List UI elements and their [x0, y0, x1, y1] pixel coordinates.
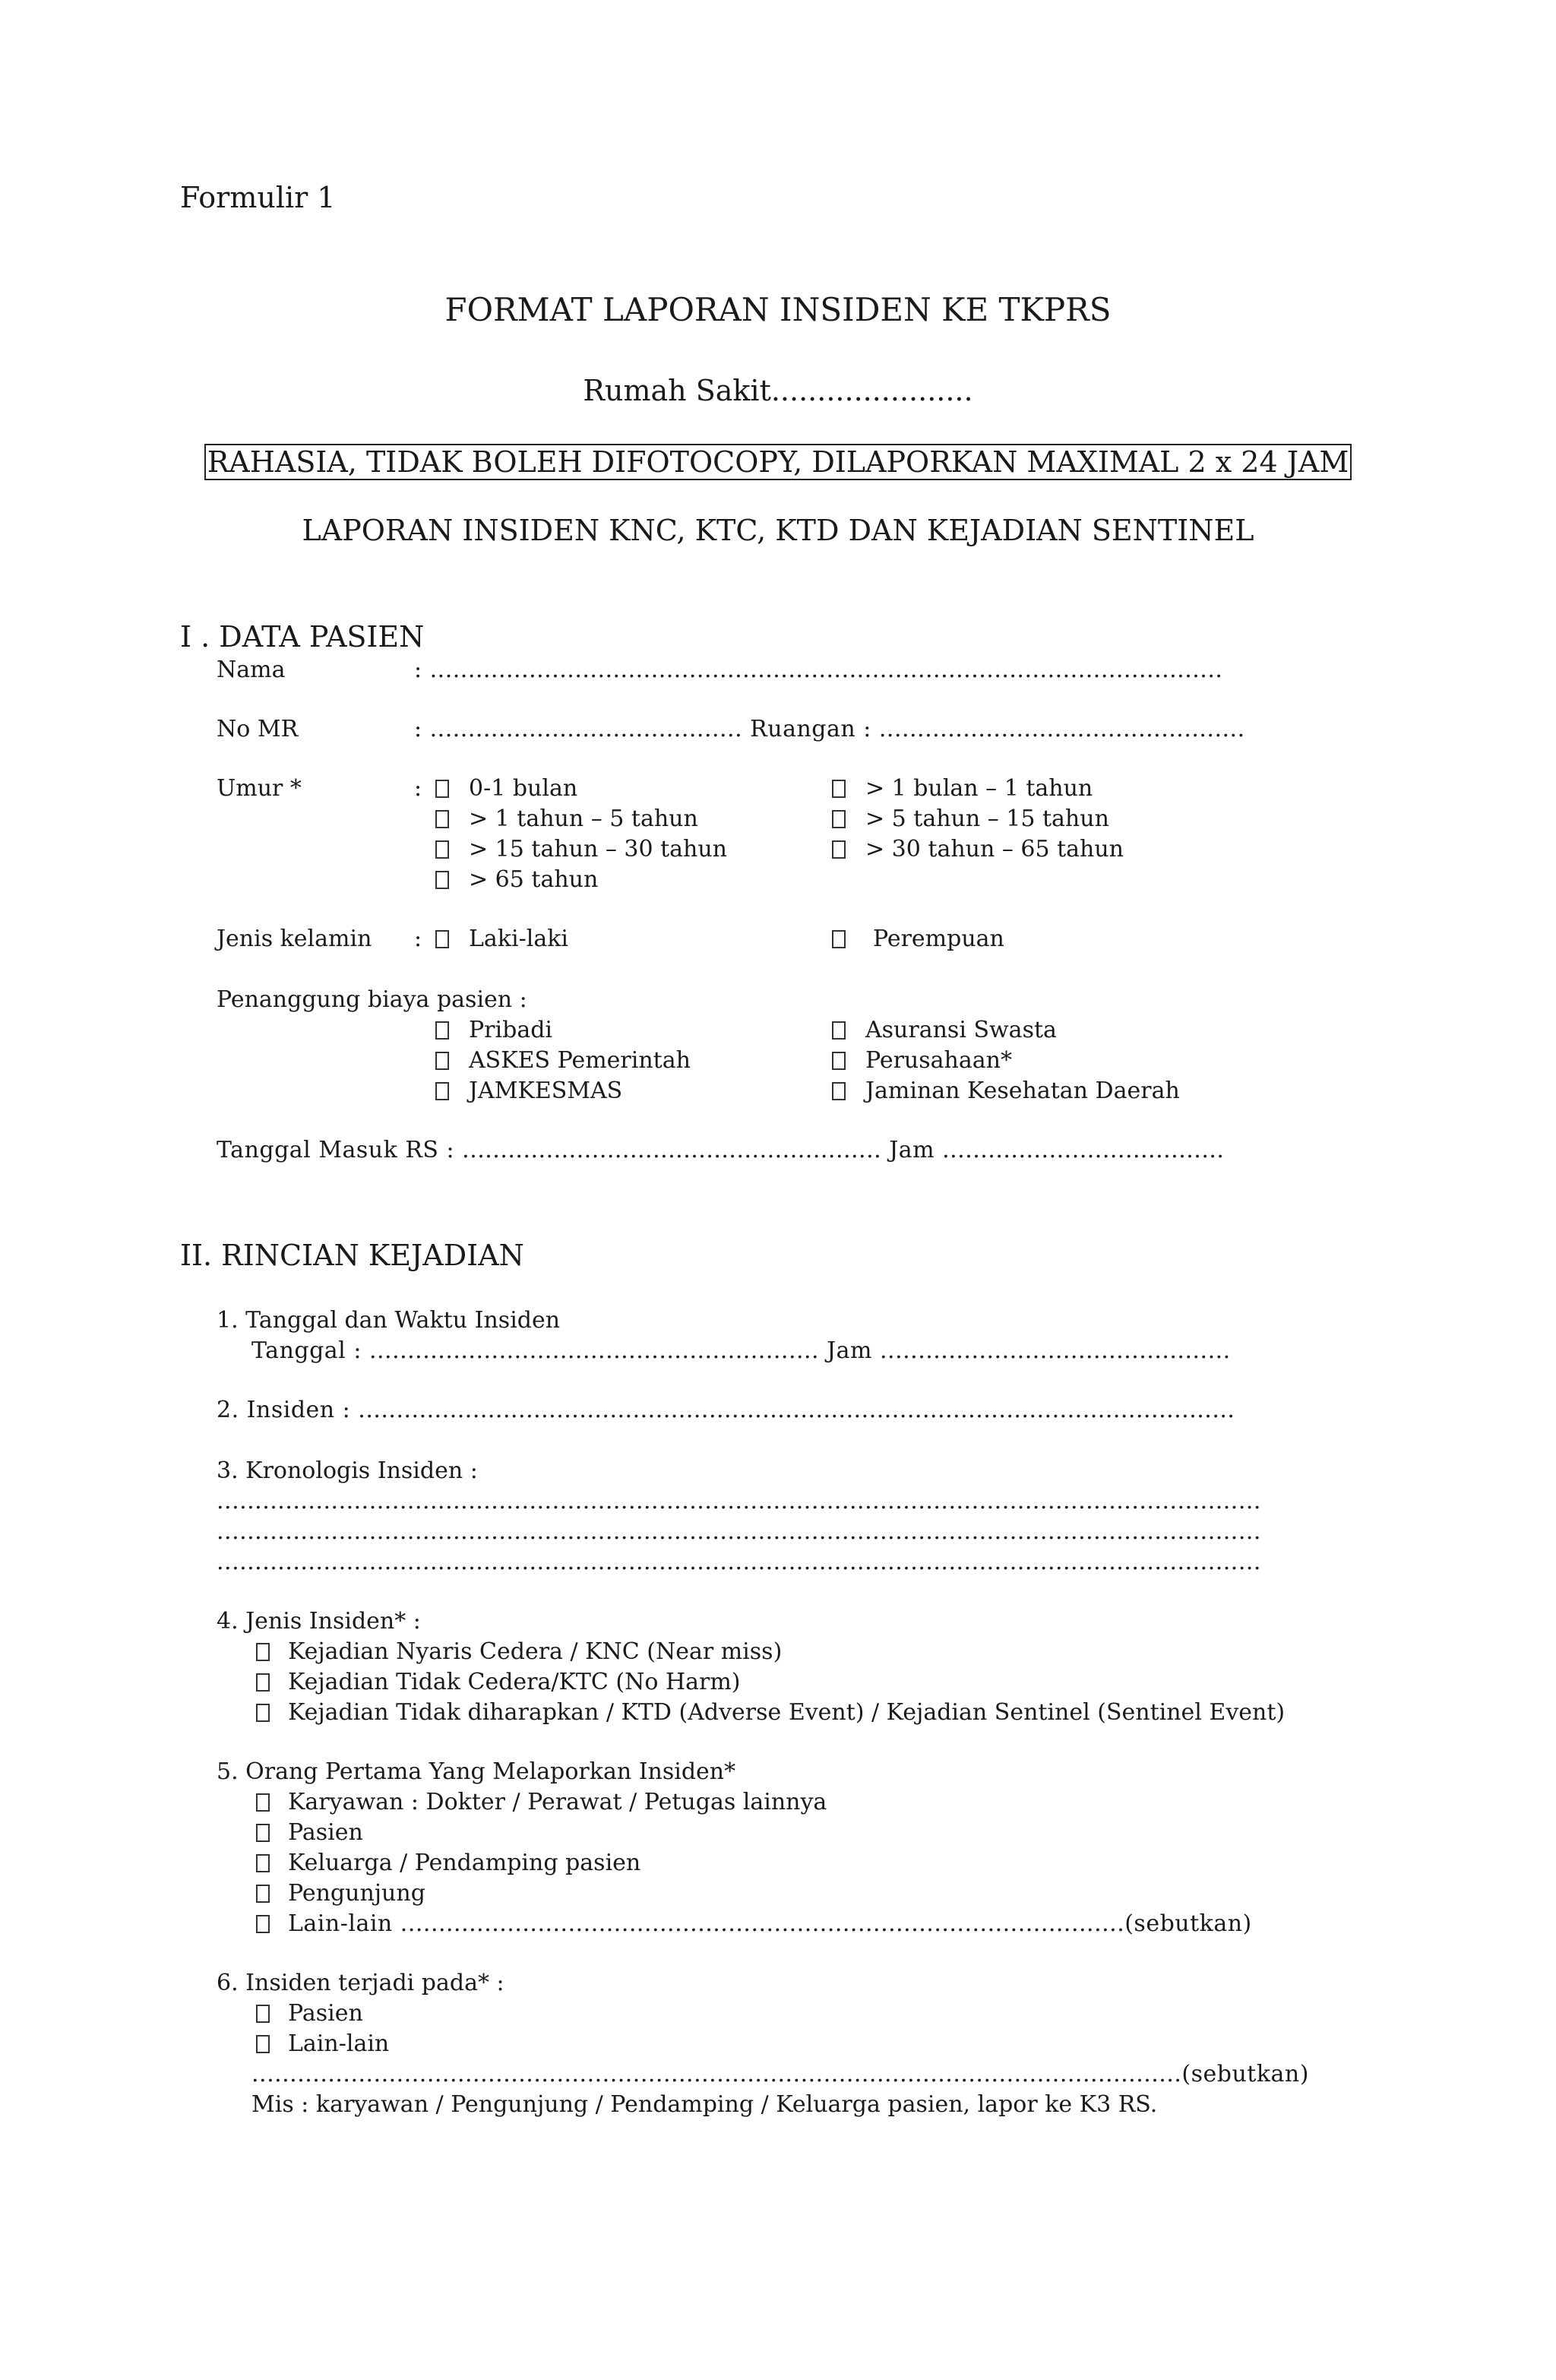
biaya-option: Jaminan Kesehatan Daerah	[865, 1078, 1180, 1104]
q6-checkbox[interactable]	[256, 2005, 270, 2023]
q6-option: Lain-lain	[288, 2030, 390, 2057]
q1-label: 1. Tanggal dan Waktu Insiden	[217, 1307, 561, 1334]
q1-tanggal-jam-field[interactable]: Tanggal : ........................................................... Jam ..............................................	[251, 1337, 1231, 1364]
biaya-checkbox[interactable]	[435, 1082, 449, 1100]
q5-option: Pasien	[288, 1819, 363, 1846]
report-subtitle: LAPORAN INSIDEN KNC, KTC, KTD DAN KEJADIAN SENTINEL	[302, 514, 1254, 547]
q5-checkbox[interactable]	[256, 1854, 270, 1872]
q3-label: 3. Kronologis Insiden :	[217, 1457, 478, 1484]
q6-note: Mis : karyawan / Pengunjung / Pendamping / Keluarga pasien, lapor ke K3 RS.	[251, 2091, 1158, 2118]
q4-option: Kejadian Nyaris Cedera / KNC (Near miss)	[288, 1638, 783, 1665]
q6-option: Pasien	[288, 2000, 363, 2027]
umur-checkbox[interactable]	[832, 810, 846, 828]
jenis-kelamin-option: Perempuan	[873, 926, 1004, 952]
umur-option: > 30 tahun – 65 tahun	[865, 836, 1124, 862]
jk-colon: :	[414, 926, 422, 952]
biaya-checkbox[interactable]	[832, 1052, 846, 1070]
jenis-kelamin-label: Jenis kelamin	[217, 926, 372, 952]
biaya-checkbox[interactable]	[832, 1021, 846, 1040]
nomr-ruangan-field[interactable]: : ......................................... Ruangan : ................................................	[414, 716, 1245, 742]
umur-option: > 5 tahun – 15 tahun	[865, 805, 1109, 832]
q6-checkbox[interactable]	[256, 2035, 270, 2053]
jenis-kelamin-checkbox[interactable]	[832, 930, 846, 948]
umur-colon: :	[414, 775, 422, 802]
q5-checkbox[interactable]	[256, 1793, 270, 1812]
biaya-checkbox[interactable]	[832, 1082, 846, 1100]
q4-option: Kejadian Tidak diharapkan / KTD (Adverse Event) / Kejadian Sentinel (Sentinel Event)	[288, 1699, 1286, 1726]
umur-option: > 15 tahun – 30 tahun	[469, 836, 727, 862]
nama-field[interactable]: : ........................................................................................................	[414, 657, 1223, 683]
q5-checkbox[interactable]	[256, 1824, 270, 1842]
form-label: Formulir 1	[180, 181, 336, 214]
page-title: FORMAT LAPORAN INSIDEN KE TKPRS	[444, 291, 1112, 328]
confidential-notice: RAHASIA, TIDAK BOLEH DIFOTOCOPY, DILAPORKAN MAXIMAL 2 x 24 JAM	[204, 444, 1352, 480]
umur-checkbox[interactable]	[435, 840, 449, 859]
umur-option: > 1 tahun – 5 tahun	[469, 805, 698, 832]
umur-option: 0-1 bulan	[469, 775, 578, 802]
umur-checkbox[interactable]	[435, 871, 449, 889]
q4-checkbox[interactable]	[256, 1704, 270, 1722]
umur-option: > 1 bulan – 1 tahun	[865, 775, 1093, 802]
hospital-name: Rumah Sakit......................	[583, 374, 973, 407]
nomr-label: No MR	[217, 716, 299, 742]
jenis-kelamin-option: Laki-laki	[469, 926, 568, 952]
q5-option: Pengunjung	[288, 1880, 425, 1907]
biaya-option: JAMKESMAS	[469, 1078, 623, 1104]
biaya-checkbox[interactable]	[435, 1021, 449, 1040]
q4-label: 4. Jenis Insiden* :	[217, 1608, 421, 1635]
q4-option: Kejadian Tidak Cedera/KTC (No Harm)	[288, 1669, 741, 1695]
jenis-kelamin-checkbox[interactable]	[435, 930, 449, 948]
q5-checkbox[interactable]	[256, 1915, 270, 1933]
biaya-checkbox[interactable]	[435, 1052, 449, 1070]
q3-kronologis-line[interactable]: .........................................................................................................................................	[217, 1518, 1261, 1545]
umur-checkbox[interactable]	[832, 840, 846, 859]
biaya-option: Asuransi Swasta	[865, 1017, 1057, 1043]
biaya-label: Penanggung biaya pasien :	[217, 986, 527, 1013]
q4-checkbox[interactable]	[256, 1673, 270, 1692]
q2-insiden-field[interactable]: 2. Insiden : ...................................................................................................................	[217, 1397, 1235, 1423]
umur-checkbox[interactable]	[435, 780, 449, 798]
q5-label: 5. Orang Pertama Yang Melaporkan Insiden*	[217, 1758, 736, 1785]
umur-option: > 65 tahun	[469, 866, 599, 893]
umur-checkbox[interactable]	[832, 780, 846, 798]
umur-checkbox[interactable]	[435, 810, 449, 828]
q5-option: Karyawan : Dokter / Perawat / Petugas lainnya	[288, 1789, 827, 1815]
q5-checkbox[interactable]	[256, 1885, 270, 1903]
q5-option-lain-lain[interactable]: Lain-lain ...............................................................................................(sebutkan)	[288, 1910, 1252, 1937]
q6-label: 6. Insiden terjadi pada* :	[217, 1970, 504, 1996]
q5-option: Keluarga / Pendamping pasien	[288, 1850, 641, 1876]
q3-kronologis-line[interactable]: .........................................................................................................................................	[217, 1488, 1261, 1514]
umur-label: Umur *	[217, 775, 302, 802]
nama-label: Nama	[217, 657, 286, 683]
biaya-option: ASKES Pemerintah	[469, 1047, 691, 1074]
biaya-option: Perusahaan*	[865, 1047, 1012, 1074]
q3-kronologis-line[interactable]: .........................................................................................................................................	[217, 1549, 1261, 1575]
biaya-option: Pribadi	[469, 1017, 553, 1043]
section-2-heading: II. RINCIAN KEJADIAN	[180, 1239, 524, 1272]
q6-sebutkan-field[interactable]: ..........................................................................................................................(sebutkan)	[251, 2061, 1309, 2087]
q4-checkbox[interactable]	[256, 1643, 270, 1661]
section-1-heading: I . DATA PASIEN	[180, 620, 425, 654]
tanggal-masuk-field[interactable]: Tanggal Masuk RS : ....................................................... Jam .....................................	[217, 1137, 1225, 1163]
